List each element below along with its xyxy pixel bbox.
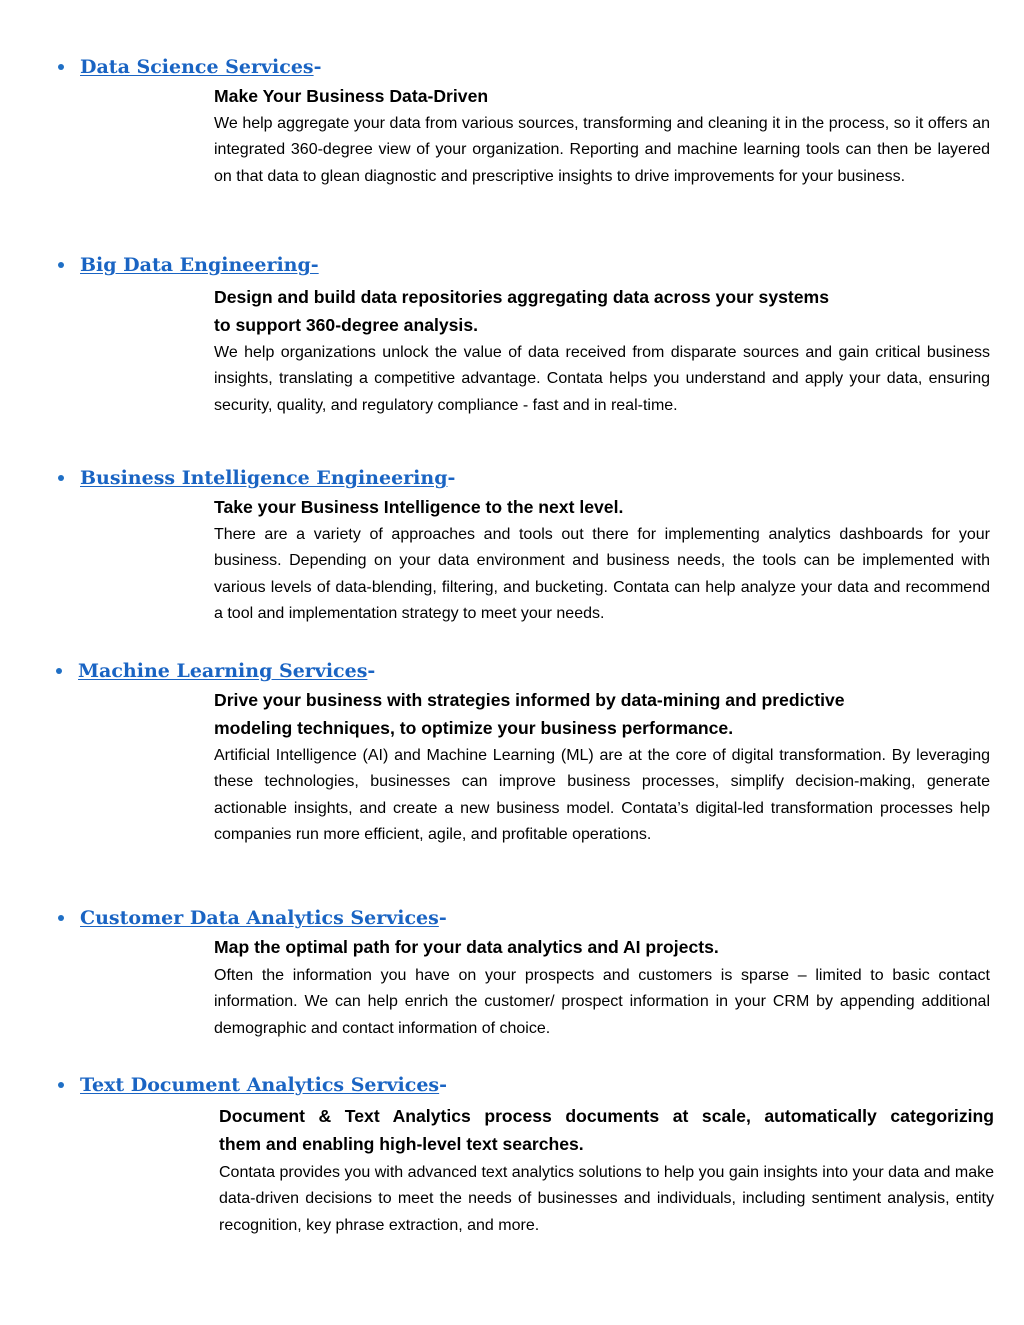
service-heading <box>78 656 375 686</box>
service-heading <box>80 463 455 493</box>
heading-dash: - <box>439 1074 448 1096</box>
subtitle-line: modeling techniques, to optimize your business performance. <box>214 717 734 738</box>
subtitle-line: to support 360-degree analysis. <box>214 314 478 335</box>
service-description: Often the information you have on your prospects and customers is sparse – limited to basic contact information. We can help enrich the customer/ prospect information in your CRM by appending additional demographic and contact information of choice. <box>214 967 990 1037</box>
service-description: Contata provides you with advanced text analytics solutions to help you gain insights into your data and make data-driven decisions to meet the needs of businesses and individuals, including sentiment analysis, entity recognition, key phrase extraction, and more. <box>219 1164 994 1234</box>
service-description: We help organizations unlock the value of data received from disparate sources and gain critical business insights, translating a competitive advantage. Contata helps you understand and apply your data, ensuring security, quality, and regulatory compliance - fast and in real-time. <box>214 344 990 414</box>
service-heading <box>80 250 319 280</box>
subtitle-line: Drive your business with strategies informed by data-mining and predictive <box>214 690 845 710</box>
service-subtitle <box>219 1103 994 1158</box>
heading-dash: - <box>447 467 456 489</box>
service-link-customer-data[interactable]: Customer Data Analytics Services <box>80 907 439 929</box>
subtitle-line: Make Your Business Data-Driven <box>214 86 489 106</box>
service-subtitle <box>214 687 990 742</box>
service-link-data-science[interactable]: Data Science Services <box>80 56 314 78</box>
subtitle-line: Take your Business Intelligence to the next level. <box>214 497 624 517</box>
service-link-business-intelligence[interactable]: Business Intelligence Engineering <box>80 467 448 489</box>
service-heading <box>80 52 322 82</box>
heading-dash: - <box>313 56 322 78</box>
heading-dash: - <box>438 907 447 929</box>
bullet-icon <box>58 1082 64 1088</box>
service-description: There are a variety of approaches and tools out there for implementing analytics dashboards for your business. Depending on your data environment and business needs, the tools can be implemented with various levels of data-blending, filtering, and bucketing. Contata can help analyze your data and recommend a tool and implementation strategy to meet your needs. <box>214 526 990 622</box>
subtitle-line: Design and build data repositories aggregating data across your systems <box>214 287 829 307</box>
service-description: Artificial Intelligence (AI) and Machine Learning (ML) are at the core of digital transformation. By leveraging these technologies, businesses can improve business processes, simplify decision-making, generate actionable insights, and create a new business model. Contata’s digital-led transformation processes help companies run more efficient, agile, and profitable operations. <box>214 747 990 843</box>
bullet-icon <box>56 668 62 674</box>
service-link-big-data[interactable]: Big Data Engineering- <box>80 254 319 276</box>
subtitle-line: Map the optimal path for your data analytics and AI projects. <box>214 937 719 957</box>
service-subtitle <box>214 494 990 522</box>
service-subtitle <box>214 284 990 339</box>
bullet-icon <box>58 64 64 70</box>
service-description: We help aggregate your data from various sources, transforming and cleaning it in the process, so it offers an integrated 360-degree view of your organization. Reporting and machine learning tools can then be layered on that data to glean diagnostic and prescriptive insights to drive improvements for your business. <box>214 115 990 185</box>
bullet-icon <box>58 262 64 268</box>
service-subtitle <box>214 934 990 962</box>
service-heading <box>80 1070 447 1100</box>
service-link-text-document[interactable]: Text Document Analytics Services <box>80 1074 440 1096</box>
service-link-machine-learning[interactable]: Machine Learning Services <box>78 660 368 682</box>
heading-dash: - <box>367 660 376 682</box>
service-heading <box>80 903 447 933</box>
subtitle-line: Document & Text Analytics process documents at scale, automatically categorizing <box>219 1106 994 1126</box>
subtitle-line: them and enabling high-level text searches. <box>219 1133 584 1154</box>
service-subtitle <box>214 83 990 111</box>
bullet-icon <box>58 475 64 481</box>
bullet-icon <box>58 915 64 921</box>
